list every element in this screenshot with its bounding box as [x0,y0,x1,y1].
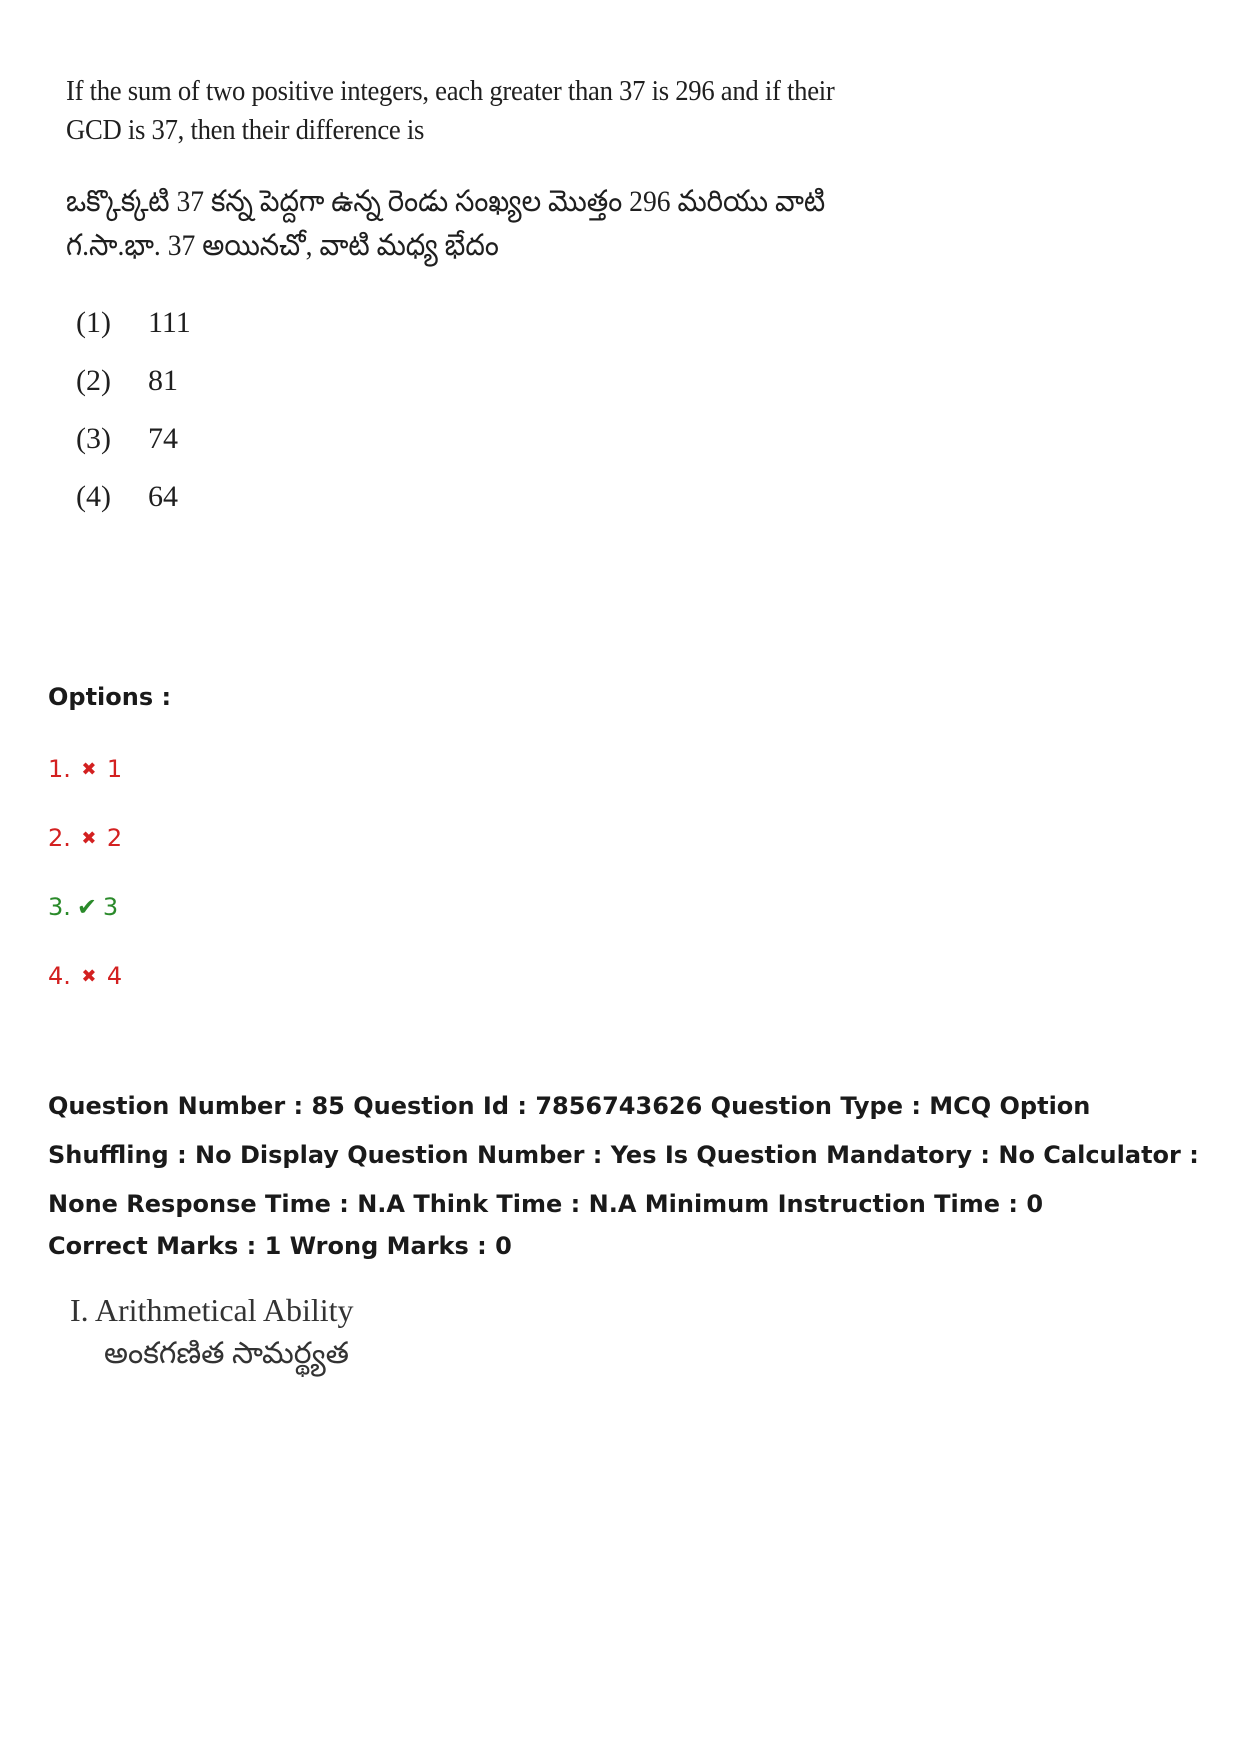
option-index: 4. [48,962,71,990]
choice-item [76,352,866,410]
question-metadata: Question Number : 85 Question Id : 7856743626 Question Type : MCQ Option Shuffling : No Display Question Number : Yes Is Question Mandatory : No Calculator : None Response Time : N.A Think Time : N.A Minimum Instruction Time : 0 [48,1092,1199,1218]
options-title: Options : [48,683,172,711]
option-4 [48,962,122,990]
choice-value: 111 [148,306,191,339]
choice-item [76,294,866,352]
option-label: 3 [102,893,119,921]
option-index: 1. [48,755,71,783]
choice-value: 74 [148,422,178,455]
choice-value: 64 [148,480,178,513]
option-index: 3. [48,893,71,921]
choice-item [76,410,866,468]
choice-value: 81 [148,364,178,397]
cross-icon: ✖ [81,965,97,987]
choice-number: (2) [76,364,111,397]
question-text-telugu: ఒక్కొక్కటి 37 కన్న పెద్దగా ఉన్న రెండు సంఖ్యల మొత్తం 296 మరియు వాటి గ.సా.భా. 37 అయినచో, వాటి మధ్య భేదం [66,185,826,262]
option-label: 2 [106,824,123,852]
section-title-telugu: అంకగణిత సామర్థ్యత [104,1337,349,1370]
option-2 [48,824,122,852]
section-title-english: I. Arithmetical Ability [70,1292,354,1328]
option-label: 4 [106,962,123,990]
choice-number: (3) [76,422,111,455]
option-3 [48,893,118,921]
question-choices [76,294,866,526]
cross-icon: ✖ [81,827,97,849]
marks-info: Correct Marks : 1 Wrong Marks : 0 [48,1232,512,1260]
choice-number: (1) [76,306,111,339]
option-index: 2. [48,824,71,852]
option-1 [48,755,122,783]
choice-item [76,468,866,526]
question-text-english: If the sum of two positive integers, each greater than 37 is 296 and if their GCD is 37, then their difference is [66,75,835,146]
question-image [66,72,866,526]
option-label: 1 [106,755,123,783]
section-heading-image [70,1288,354,1376]
choice-number: (4) [76,480,111,513]
check-icon: ✔ [76,893,97,921]
cross-icon: ✖ [81,758,97,780]
